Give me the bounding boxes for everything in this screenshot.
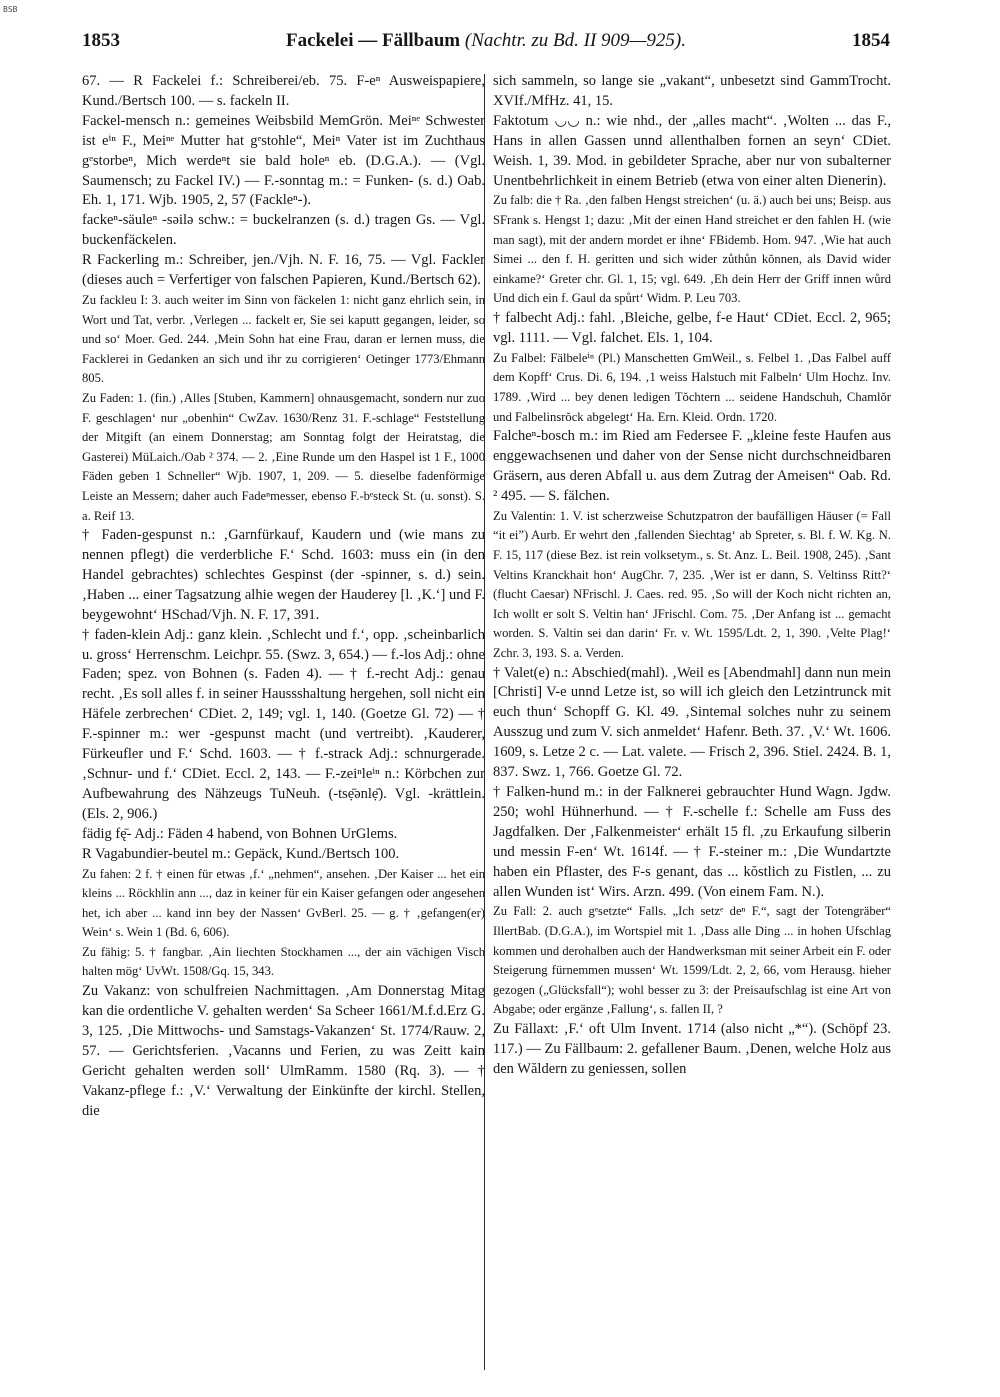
dictionary-entry: † Falken-hund m.: in der Falknerei gebrauchter Hund Wagn. Jgdw. 250; wohl Hühnerhund. — † F.-schelle f.: Schelle am Fuss des Jagdfalken. Der ‚Falkenmeister‘ erhält 15 fl. ‚zu Erkaufung silberin und messin F-en‘ Wt. 1614f. — † F.-steiner m.: ‚Die Wundartzte haben ein Pflaster, des F-s genant, das ... kŏstlich zu Fistlen, ... zu allen Wunden ist‘ Wirs. Arzn. 499. (Von einem Fam. N.). — [493, 784, 891, 900]
running-title-note: (Nachtr. zu Bd. II 909—925). — [464, 30, 687, 51]
right-column-number: 1854 — [852, 30, 890, 51]
library-stamp: BSB — [3, 5, 18, 14]
dictionary-entry: † Faden-gespunst n.: ‚Garnfürkauf, Kaudern und (wie mans zu nennen pflegt) die verderbliche F.‘ Schd. 1603: muss ein (in den Handel gebrachtes) schlechtes Gespinst (der -spinner, s. d.) sein. ‚Haben ... einer Tagsatzung alhie wegen der Hauderey [l. ‚K.‘] und F. beygewohnt‘ HSchad/Vjh. N. F. 17, 391. — [82, 527, 485, 623]
dictionary-entry: † faden-klein Adj.: ganz klein. ‚Schlecht und f.‘, opp. ‚scheinbarlich u. gross‘ Herrenschm. Leichpr. 55. (Swz. 3, 654.) — f.-los Adj.: ohne Faden; spez. von Bohnen (s. Faden 4). — † f.-recht Adj.: genau recht. ‚Es soll alles f. in seiner Haussshaltung hergehen, soll nicht ein Häfele zerbrechen‘ CDiet. 2, 149; vgl. 1, 140. (Goetze Gl. 72) — † F.-spinner m.: wer -gespunst macht (und vertreibt). ‚Kauderer, Fürkeufler und F.‘ Schd. 1603. — † f.-strack Adj.: schnurgerade. ‚Schnur- und f.‘ CDiet. Eccl. 2, 143. — F.-zeiⁿleⁱⁿ n.: Körbchen zur Aufbewahrung des Nähzeugs TuNeuh. (-tsẹ̄ənlẹ̄). Vgl. -krättlein. (Els. 2, 906.) — [82, 626, 485, 822]
dictionary-entry: † falbecht Adj.: fahl. ‚Bleiche, gelbe, f-e Haut‘ CDiet. Eccl. 2, 965; vgl. 1111. — Vgl. falchet. Els. 1, 104. — [493, 310, 891, 346]
dictionary-entry: Fackel-mensch n.: gemeines Weibsbild MemGrön. Meiⁿᵉ Schwester ist eⁱⁿ F., Meiⁿᵉ Mutter hat gᵉstohle“, Meiⁿ Vater ist im Zuchthaus gᵉstorbeⁿ, Mich werdeⁿt sie bald holeⁿ eb. (D.G.A.). — (Vgl. Saumensch; zu Fackel IV.) — F.-sonntag m.: = Funken- (s. d.) Oab. Eh. 1, 171. Wjb. 1905, 2, 57 (Fackleⁿ-). — [82, 112, 485, 209]
dictionary-entry: Zu Fällaxt: ‚F.‘ oft Ulm Invent. 1714 (also nicht „*“). (Schöpf 23. 117.) — Zu Fällbaum: 2. gefallener Baum. ‚Denen, welche Holz aus den Wăldern zu geniessen, sollen — [493, 1021, 891, 1077]
right-column — [493, 72, 891, 1080]
dictionary-entry: † Valet(e) n.: Abschied(mahl). ‚Weil es [Abendmahl] dann nun mein [Christi] V-e unnd Letze ist, so will ich gleich den Letzintrunck mit euch thun‘ Schopff G. Kl. 49. ‚Sintemal solches nuhr zu seinem Ausszug und zum V. sich anmeldet‘ Hafenr. Beth. 37. ‚V.‘ Wt. 1606. 1609, s. Letze 2 c. — Lat. valete. — Frisch 2, 396. Stiel. 2424. B. 1, 837. Swz. 1, 766. Goetze Gl. 72. — [493, 664, 891, 781]
running-title — [82, 30, 890, 52]
left-column-number: 1853 — [82, 30, 120, 51]
dictionary-entry: Zu Falbel: Fälbeleⁱⁿ (Pl.) Manschetten GmWeil., s. Felbel 1. ‚Das Falbel auff dem Kopff‘ Crus. Di. 6, 194. ‚1 weiss Halstuch mit Falbeln‘ Ulm Hochz. Inv. 1789. ‚Wird ... bey denen ledigen Tŏchtern ... seidene Handschuh, Chamlŏr und Falbelinsrŏck abgelegt‘ Ha. Ern. Kleid. Ordn. 1720. — [493, 350, 891, 424]
dictionary-entry: Faktotum ◡◡ n.: wie nhd., der „alles macht“. ‚Wolten ... das F., Hans in allen Gassen unnd allenthalben fornen an seyn‘ CDiet. Weish. 1, 39. Mod. in gebildeter Sprache, aber nur von subalterner Unentbehrlichkeit in einem Betrieb (etwa von einer alten Dienerin). — [493, 112, 891, 189]
dictionary-entry: R Vagabundier-beutel m.: Gepäck, Kund./Bertsch 100. — [82, 845, 400, 862]
dictionary-entry: Zu Faden: 1. (fin.) ‚Alles [Stuben, Kammern] ohnausgemacht, sondern nur zuo F. geschlagen‘ nur „obenhin“ CwZav. 1630/Renz 31. F.-schlage“ Feststellung der Mitgift (an einem Donnerstag; am Sonntag folgt der Heiratstag, die Gasterei) MüLaich./Oab ² 374. — 2. ‚Eine Runde um den Haspel ist 1 F., 1000 Fäden geben 1 Schneller“ Wjb. 1907, 1, 209. — 5. dieselbe fadenförmige Leiste an Messern; daher auch Fadeⁿmesser, ebenso F.-bᵉsteck St. (u. sonst). S. a. Reif 13. — [82, 390, 485, 523]
dictionary-entry: Zu fackleu I: 3. auch weiter im Sinn von fäckelen 1: nicht ganz ehrlich sein, in Wort und Tat, verbr. ‚Verlegen ... fackelt er, Sie sei kaputt gegangen, leider, so und so‘ Moer. Ged. 244. ‚Mein Sohn hat eine Frau, daran er lernen muss, die Facklerei in Gedanken an sich und ihr zu corrigieren‘ Oetinger 1773/Ehmann 805. — [82, 292, 485, 386]
dictionary-entry: Falcheⁿ-bosch m.: im Ried am Federsee F. „kleine feste Haufen aus enggewachsenen und daher von der Sense nicht durchschneidbaren Gräsern, aus deren Abfall u. aus dem Zutrag der Ameisen“ Oab. Rd. ² 495. — S. fälchen. — [493, 428, 891, 504]
dictionary-entry: Zu falb: die † Ra. ‚den falben Hengst streichen‘ (u. ä.) auch bei uns; Beisp. aus SFrank s. Hengst 1; dazu: ‚Mit der einen Hand streichet er den fahlen H. (wie man sagt), mit der andern mordet er ihne‘ FBidemb. Hom. 947. ‚Wie hat auch Simei ... den f. H. geritten und sich wider zůthůn kŏnnen, als David wider einkame?‘ Greter chr. Gl. 1, 15; vgl. 649. ‚Eh dein Herr der Griff innen wůrd Und dich ein f. Gaul da spůrt‘ Widm. P. Leu 703. — [493, 193, 891, 306]
dictionary-entry: Zu fahen: 2 f. † einen für etwas ‚f.‘ „nehmen“, ansehen. ‚Der Kaiser ... het ein kleins ... Röckhlin ann ..., daz in keiner für ein Kaiser gefangen oder angesehen het, ich aber ... kand inn bey der Nassen‘ GvBerl. 25. — g. † ‚gefangen(er) Wein‘ s. Wein 1 (Bd. 6, 606). — [82, 866, 485, 940]
dictionary-entry: Zu Vakanz: von schulfreien Nachmittagen. ‚Am Donnerstag Mitag kan die ordentliche V. gehalten werden‘ Sa Scheer 1661/M.f.d.Erz G. 3, 125. ‚Die Mittwochs- und Samstags-Vakanzen‘ St. 1774/Rauw. 2, 57. — Gerichtsferien. ‚Vacanns und Ferien, zu was Zeitt kain Gericht gehalten werden soll‘ UlmRamm. 1580 (Rq. 3). — † Vakanz-pflege f.: ‚V.‘ Verwaltung der Einkünfte der kirchl. Stellen, die — [82, 983, 485, 1119]
dictionary-entry: 67. — R Fackelei f.: Schreiberei/eb. 75. F-eⁿ Ausweispapiere, Kund./Bertsch 100. — s. fackeln II. — [82, 73, 485, 109]
dictionary-entry: Zu Fall: 2. auch gᵉsetzte“ Falls. „Ich setzᵉ deⁿ F.“, sagt der Totengräber“ IllertBab. (D.G.A.), im Wortspiel mit 1. ‚Dass alle Ding ... in hohen Ufschlag kommen und derohalben auch der Handwerksman mit seiner Arbeit ein F. oder Steigerung fürnemmen mussen‘ Wt. 1599/Ldt. 2, 2, 66, vom Herausg. hieher gezogen („Glücksfall“); wohl besser zu 3: der Preisaufschlag ist eine Art von Abgabe; oder ergänze ‚Fallung‘, s. fallen II, ? — [493, 904, 891, 1017]
running-title-words: Fackelei — Fällbaum — [285, 30, 461, 51]
dictionary-entry: R Fackerling m.: Schreiber, jen./Vjh. N. F. 16, 75. — Vgl. Fackler (dieses auch = Verfertiger von falschen Papieren, Kund./Bertsch 62). — [82, 252, 485, 289]
dictionary-entry: Zu fähig: 5. † fangbar. ‚Ain liechten Stockhamen ..., der ain vāchigen Visch halten mög‘ UvWt. 1508/Gq. 15, 343. — [82, 944, 485, 979]
dictionary-entry: sich sammeln, so lange sie „vakant“, unbesetzt sind GammTrocht. XVIf./MfHz. 41, 15. — [493, 73, 891, 109]
dictionary-entry: fackeⁿ-säuleⁿ -səilə schw.: = buckelranzen (s. d.) tragen Gs. — Vgl. buckenfäckelen. — [82, 212, 485, 249]
dictionary-entry: fädig fę̄- Adj.: Fäden 4 habend, von Bohnen UrGlems. — [82, 825, 398, 842]
left-column — [82, 72, 485, 1121]
page-header — [82, 30, 890, 56]
dictionary-entry: Zu Valentin: 1. V. ist scherzweise Schutzpatron der baufälligen Häuser (= Fall “it ei”) Aurb. Er wehrt den ‚fallenden Siechtag‘ ab Spreter, s. Bl. f. W. Kg. N. F. 15, 117 (diese Bez. ist rein volksetym., s. St. Anz. L. Beil. 1908, 245). ‚Sant Veltins Kranckhait hon‘ AugChr. 7, 235. ‚Wer ist er dann, S. Veltinss Ritt?‘ (flucht Caesar) NFrischl. J. Caes. red. 95. ‚So will der Koch nicht richten an, Ich wollt er solt S. Veltin han‘ JFrischl. Com. 75. ‚Der Anfang ist ... gemacht worden. S. Valtin sei dan darin‘ Fr. v. Wt. 1595/Ldt. 2, 1, 390. ‚Velte Plag!‘ Zchr. 3, 193. S. a. Verden. — [493, 508, 891, 660]
